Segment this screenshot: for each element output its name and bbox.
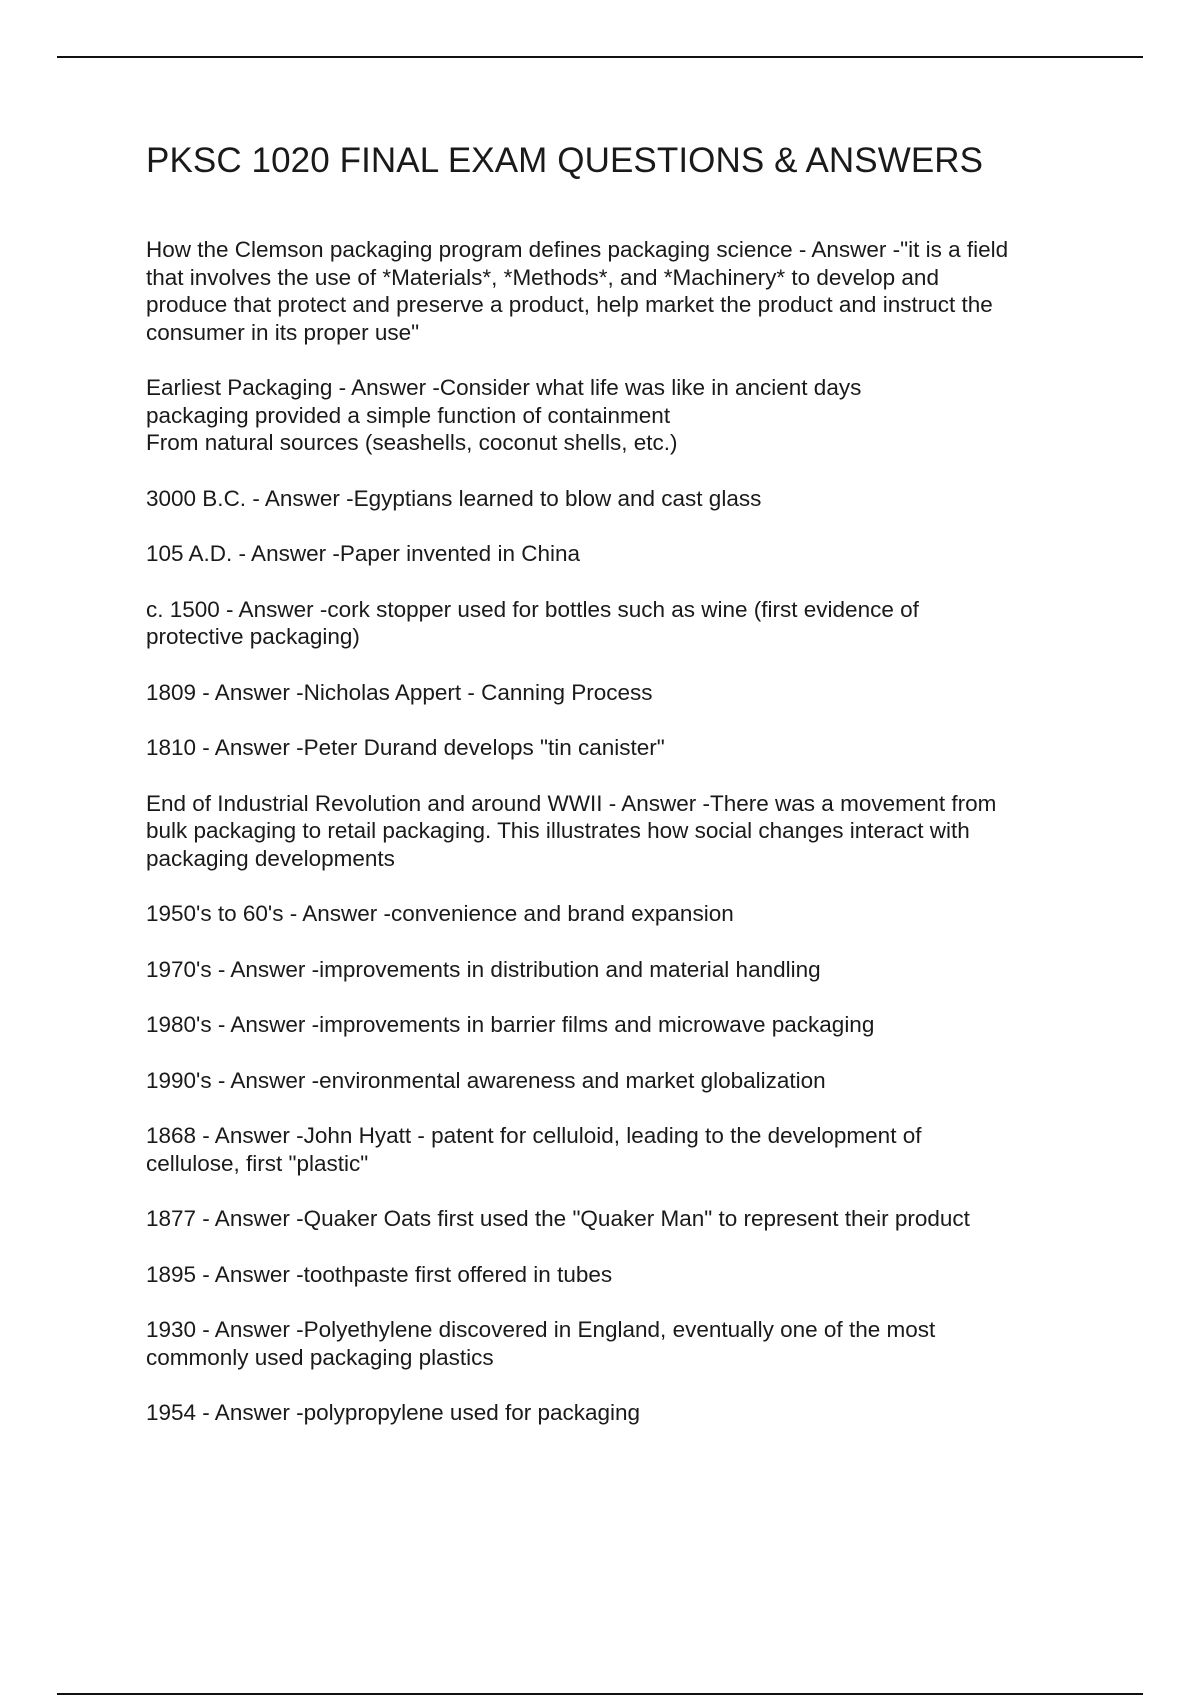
qa-entry: 1980's - Answer -improvements in barrier films and microwave packaging: [146, 1012, 875, 1037]
document-body: [146, 140, 1096, 1455]
qa-entry: 1810 - Answer -Peter Durand develops "tin canister": [146, 735, 665, 760]
qa-entry: 1877 - Answer -Quaker Oats first used the "Quaker Man" to represent their product: [146, 1206, 970, 1231]
qa-entry: End of Industrial Revolution and around WWII - Answer -There was a movement from bulk packaging to retail packaging. This illustrates how social changes interact with packaging developments: [146, 790, 997, 871]
header-rule: [57, 56, 1143, 58]
qa-entry: How the Clemson packaging program defines packaging science - Answer -"it is a field that involves the use of *Materials*, *Methods*, and *Machinery* to develop and produce that protect and preserve a product, help market the product and instruct the consumer in its proper use": [146, 237, 1009, 345]
qa-list: [146, 236, 1096, 1427]
qa-entry: 1950's to 60's - Answer -convenience and brand expansion: [146, 901, 734, 926]
footer-rule: [57, 1693, 1143, 1695]
qa-entry: 1930 - Answer -Polyethylene discovered in England, eventually one of the most commonly used packaging plastics: [146, 1317, 936, 1370]
qa-entry: 105 A.D. - Answer -Paper invented in China: [146, 541, 580, 566]
document-title: PKSC 1020 FINAL EXAM QUESTIONS & ANSWERS: [146, 141, 984, 180]
qa-entry: 1970's - Answer -improvements in distribution and material handling: [146, 956, 821, 982]
qa-entry: 1868 - Answer -John Hyatt - patent for celluloid, leading to the development of cellulose, first "plastic": [146, 1123, 922, 1176]
qa-entry: c. 1500 - Answer -cork stopper used for bottles such as wine (first evidence of protective packaging): [146, 596, 919, 649]
qa-entry: Earliest Packaging - Answer -Consider what life was like in ancient days packaging provided a simple function of containment From natural sources (seashells, coconut shells, etc.): [146, 375, 862, 455]
qa-entry: 1809 - Answer -Nicholas Appert - Canning Process: [146, 679, 653, 705]
qa-entry: 1990's - Answer -environmental awareness and market globalization: [146, 1067, 826, 1093]
qa-entry: 3000 B.C. - Answer -Egyptians learned to blow and cast glass: [146, 485, 762, 511]
qa-entry: 1895 - Answer -toothpaste first offered in tubes: [146, 1261, 613, 1287]
qa-entry: 1954 - Answer -polypropylene used for packaging: [146, 1400, 641, 1425]
